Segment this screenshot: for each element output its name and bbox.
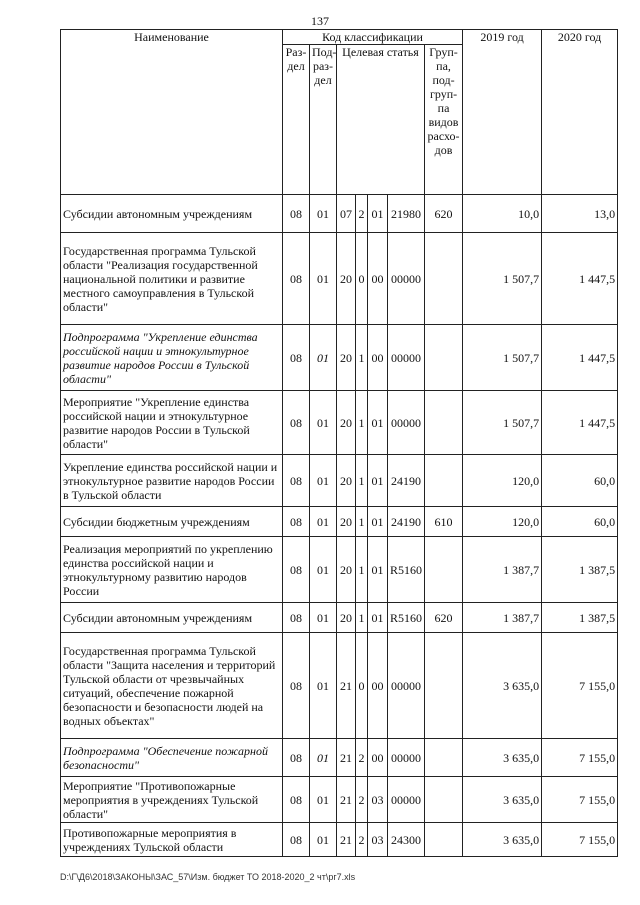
cell-b: 1 [356, 391, 368, 455]
table-body [61, 195, 618, 857]
cell-r: 08 [283, 537, 310, 603]
header-subsection: Под-раз-дел [310, 45, 337, 195]
cell-r: 08 [283, 633, 310, 739]
cell-d: R5160 [388, 537, 425, 603]
table-row [61, 603, 618, 633]
cell-name: Субсидии бюджетным учреждениям [61, 507, 283, 537]
cell-p: 01 [310, 391, 337, 455]
cell-b: 1 [356, 455, 368, 507]
cell-c: 03 [368, 823, 388, 857]
cell-name: Укрепление единства российской нации и этнокультурное развитие народов России в Тульской области [61, 455, 283, 507]
cell-p: 01 [310, 823, 337, 857]
cell-b: 0 [356, 633, 368, 739]
table-row [61, 739, 618, 777]
cell-r: 08 [283, 195, 310, 233]
cell-c: 00 [368, 233, 388, 325]
cell-r: 08 [283, 739, 310, 777]
cell-a: 21 [337, 633, 356, 739]
cell-p: 01 [310, 455, 337, 507]
cell-c: 00 [368, 633, 388, 739]
cell-name: Субсидии автономным учреждениям [61, 603, 283, 633]
cell-v20: 60,0 [542, 507, 618, 537]
cell-a: 20 [337, 537, 356, 603]
cell-b: 1 [356, 325, 368, 391]
cell-v20: 7 155,0 [542, 777, 618, 823]
cell-v19: 1 507,7 [463, 391, 542, 455]
table-row [61, 391, 618, 455]
cell-d: R5160 [388, 603, 425, 633]
table-row [61, 823, 618, 857]
cell-a: 20 [337, 455, 356, 507]
cell-name: Подпрограмма "Обеспечение пожарной безопасности" [61, 739, 283, 777]
cell-g [425, 633, 463, 739]
header-section: Раз-дел [283, 45, 310, 195]
cell-g: 610 [425, 507, 463, 537]
cell-b: 1 [356, 537, 368, 603]
table-row [61, 537, 618, 603]
cell-g [425, 233, 463, 325]
cell-v19: 1 507,7 [463, 325, 542, 391]
cell-v19: 3 635,0 [463, 633, 542, 739]
cell-p: 01 [310, 233, 337, 325]
cell-d: 24190 [388, 455, 425, 507]
cell-p: 01 [310, 537, 337, 603]
cell-r: 08 [283, 233, 310, 325]
cell-p: 01 [310, 603, 337, 633]
cell-g [425, 455, 463, 507]
cell-name: Подпрограмма "Укрепление единства российской нации и этнокультурное развитие народов России в Тульской области" [61, 325, 283, 391]
header-2019: 2019 год [463, 30, 542, 195]
table-row [61, 195, 618, 233]
cell-v20: 13,0 [542, 195, 618, 233]
cell-r: 08 [283, 455, 310, 507]
cell-r: 08 [283, 325, 310, 391]
page-number: 137 [311, 14, 329, 28]
table-row [61, 777, 618, 823]
budget-table [60, 29, 618, 857]
cell-a: 07 [337, 195, 356, 233]
cell-v20: 1 447,5 [542, 233, 618, 325]
cell-b: 2 [356, 823, 368, 857]
cell-v19: 1 387,7 [463, 603, 542, 633]
cell-b: 0 [356, 233, 368, 325]
cell-b: 2 [356, 777, 368, 823]
cell-r: 08 [283, 391, 310, 455]
cell-v20: 7 155,0 [542, 823, 618, 857]
cell-b: 1 [356, 603, 368, 633]
cell-v19: 3 635,0 [463, 823, 542, 857]
table-row [61, 233, 618, 325]
cell-v19: 10,0 [463, 195, 542, 233]
cell-p: 01 [310, 325, 337, 391]
cell-v20: 1 387,5 [542, 603, 618, 633]
cell-d: 00000 [388, 233, 425, 325]
cell-name: Государственная программа Тульской области "Реализация государственной национальной политики и развитие местного самоуправления в Тульской области" [61, 233, 283, 325]
cell-r: 08 [283, 603, 310, 633]
cell-v19: 120,0 [463, 507, 542, 537]
cell-name: Государственная программа Тульской области "Защита населения и территорий Тульской области от чрезвычайных ситуаций, обеспечение пожарной безопасности и безопасности людей на водных объектах" [61, 633, 283, 739]
cell-name: Реализация мероприятий по укреплению единства российской нации и этнокультурному развитию народов России [61, 537, 283, 603]
cell-d: 00000 [388, 633, 425, 739]
cell-v20: 60,0 [542, 455, 618, 507]
cell-r: 08 [283, 823, 310, 857]
cell-v20: 7 155,0 [542, 633, 618, 739]
cell-name: Мероприятие "Укрепление единства российской нации и этнокультурное развитие народов России в Тульской области" [61, 391, 283, 455]
cell-name: Мероприятие "Противопожарные мероприятия в учреждениях Тульской области" [61, 777, 283, 823]
cell-d: 24190 [388, 507, 425, 537]
cell-d: 00000 [388, 739, 425, 777]
cell-c: 01 [368, 603, 388, 633]
table-row [61, 633, 618, 739]
cell-v19: 1 387,7 [463, 537, 542, 603]
cell-v20: 1 387,5 [542, 537, 618, 603]
cell-v19: 120,0 [463, 455, 542, 507]
cell-v20: 1 447,5 [542, 391, 618, 455]
cell-a: 21 [337, 823, 356, 857]
header-code: Код классификации [283, 30, 463, 45]
cell-name: Субсидии автономным учреждениям [61, 195, 283, 233]
header-2020: 2020 год [542, 30, 618, 195]
cell-b: 2 [356, 739, 368, 777]
cell-g: 620 [425, 603, 463, 633]
cell-a: 20 [337, 325, 356, 391]
cell-d: 00000 [388, 325, 425, 391]
cell-a: 21 [337, 739, 356, 777]
table-row [61, 507, 618, 537]
cell-p: 01 [310, 777, 337, 823]
cell-d: 21980 [388, 195, 425, 233]
cell-g [425, 391, 463, 455]
cell-v20: 1 447,5 [542, 325, 618, 391]
cell-a: 20 [337, 391, 356, 455]
cell-r: 08 [283, 507, 310, 537]
cell-g [425, 739, 463, 777]
cell-c: 01 [368, 195, 388, 233]
cell-v19: 1 507,7 [463, 233, 542, 325]
cell-c: 00 [368, 739, 388, 777]
cell-p: 01 [310, 633, 337, 739]
cell-b: 2 [356, 195, 368, 233]
cell-c: 00 [368, 325, 388, 391]
file-path-footer: D:\Г\Д6\2018\ЗАКОНЫ\ЗАС_57\Изм. бюджет ТО 2018-2020_2 чт\рг7.xls [60, 872, 356, 882]
cell-v20: 7 155,0 [542, 739, 618, 777]
cell-r: 08 [283, 777, 310, 823]
cell-g [425, 777, 463, 823]
cell-c: 01 [368, 455, 388, 507]
cell-g [425, 823, 463, 857]
cell-p: 01 [310, 195, 337, 233]
cell-b: 1 [356, 507, 368, 537]
cell-c: 03 [368, 777, 388, 823]
cell-g [425, 325, 463, 391]
cell-g: 620 [425, 195, 463, 233]
cell-v19: 3 635,0 [463, 777, 542, 823]
cell-a: 20 [337, 603, 356, 633]
cell-p: 01 [310, 507, 337, 537]
header-target: Целевая статья [337, 45, 425, 195]
cell-name: Противопожарные мероприятия в учреждениях Тульской области [61, 823, 283, 857]
cell-p: 01 [310, 739, 337, 777]
cell-a: 20 [337, 233, 356, 325]
cell-a: 21 [337, 777, 356, 823]
cell-c: 01 [368, 507, 388, 537]
cell-d: 00000 [388, 391, 425, 455]
cell-g [425, 537, 463, 603]
cell-d: 00000 [388, 777, 425, 823]
cell-a: 20 [337, 507, 356, 537]
table-row [61, 455, 618, 507]
header-group: Груп-па, под-груп-па видов расхо-дов [425, 45, 463, 195]
header-name: Наименование [61, 30, 283, 195]
table-row [61, 325, 618, 391]
cell-c: 01 [368, 537, 388, 603]
cell-v19: 3 635,0 [463, 739, 542, 777]
cell-c: 01 [368, 391, 388, 455]
cell-d: 24300 [388, 823, 425, 857]
